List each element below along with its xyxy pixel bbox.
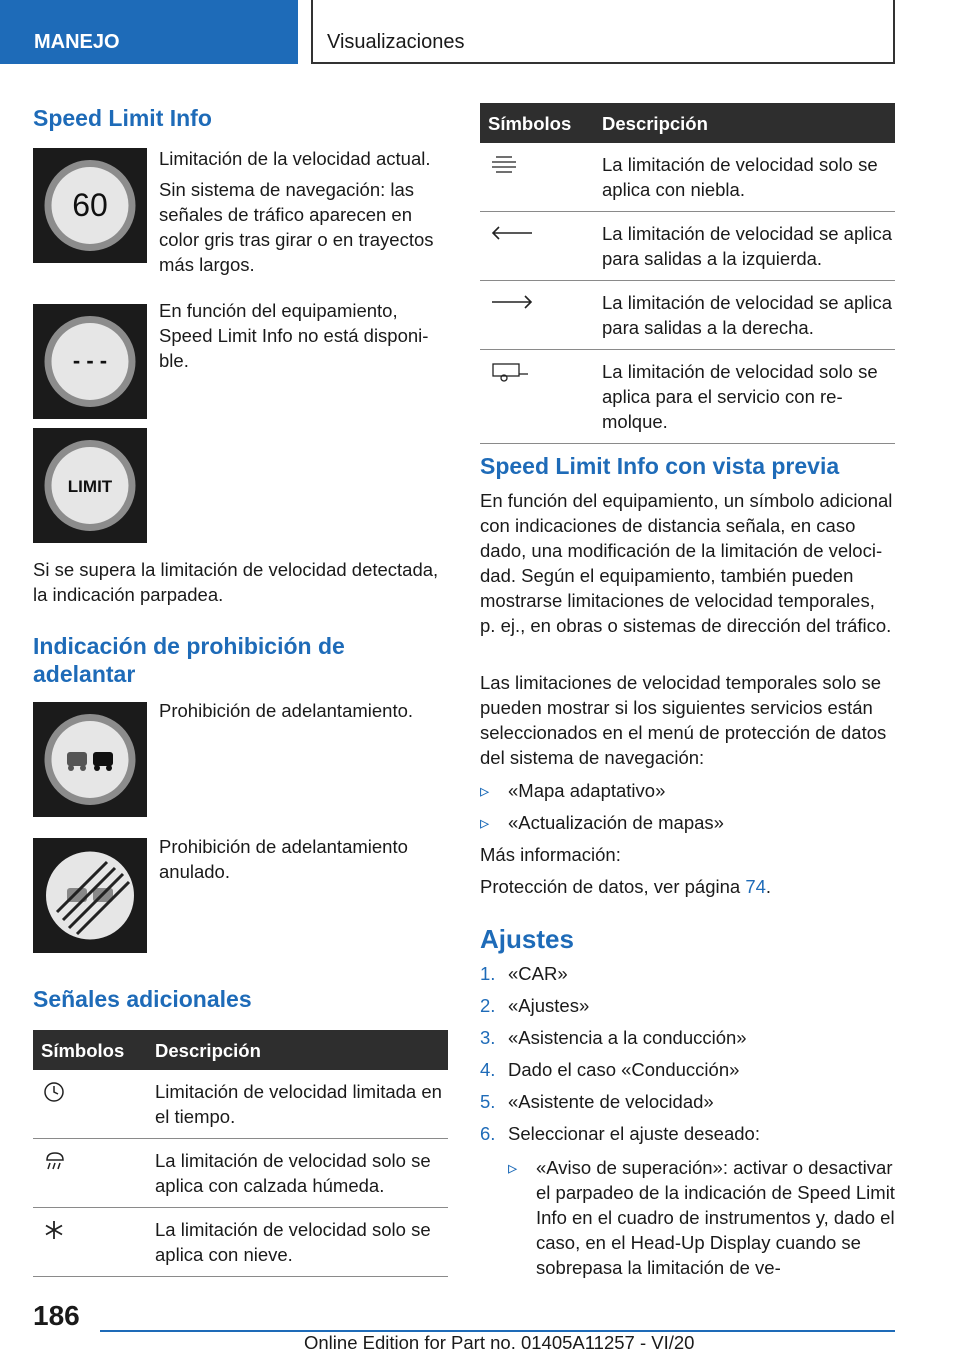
row-description: La limitación de velocidad solo se aplica con niebla. [594, 143, 895, 212]
fog-icon [490, 154, 518, 174]
header-section: MANEJO [0, 0, 298, 64]
list-item [480, 1057, 895, 1082]
speed-limit-unavailable-sign [33, 304, 147, 419]
speed-limit-text-2: Sin sistema de navegación: las señales de tráfico aparecen en color gris tras girar o en trayectos más largos. [159, 179, 434, 275]
additional-signs-title: Señales adicionales [33, 986, 252, 1012]
row-description: La limitación de velocidad se aplica para salidas a la derecha. [594, 281, 895, 350]
row-description: Limitación de velocidad limitada en el tiempo. [147, 1070, 448, 1139]
footer-edition: Online Edition for Part no. 01405A11257 - VI/20 [304, 1332, 695, 1353]
list-item [480, 778, 895, 803]
row-description: La limitación de velocidad solo se aplica con nieve. [147, 1208, 448, 1277]
col-symbols: Símbolos [33, 1030, 147, 1070]
speed-limit-text-3: En función del equipamiento, Speed Limit Info no está disponible. [159, 300, 429, 371]
period: . [765, 876, 772, 897]
no-overtaking-text-1: Prohibición de adelantamiento. [159, 700, 414, 721]
triangle-bullet-icon: ▹ [480, 780, 490, 801]
step-text: Dado el caso «Conducción» [508, 1059, 740, 1080]
step-text: «Asistencia a la conducción» [508, 1027, 747, 1048]
wet-road-icon [43, 1150, 67, 1172]
data-protection-ref [480, 874, 771, 899]
step-number: 5. [480, 1091, 496, 1112]
col-description: Descripción [594, 103, 895, 143]
table-row [33, 1208, 448, 1277]
triangle-bullet-icon: ▹ [508, 1157, 518, 1178]
page-link[interactable]: 74 [745, 876, 766, 897]
sign-dashes-value: - - - [72, 348, 108, 373]
sub-bullet-text: «Aviso de superación»: activar o desactivar el parpadeo de la indicación de Speed Limit Info en el cuadro de instrumentos y, dado el caso, en el Head-Up Display cuando se sobrepasa la limitación de ve- [536, 1157, 895, 1278]
no-overtaking-title: Indicación de prohibición de adelantar [33, 633, 345, 687]
speed-limit-info-title: Speed Limit Info [33, 105, 212, 131]
speed-limit-text-1: Limitación de la velocidad actual. [159, 148, 431, 169]
bullet-text: «Actualización de mapas» [508, 812, 724, 833]
row-description: La limitación de velocidad solo se aplica para el servicio con remolque. [594, 350, 895, 444]
table-row [33, 1070, 448, 1139]
additional-signs-table-left [33, 1030, 448, 1277]
no-overtaking-text-2: Prohibición de adelantamiento anulado. [159, 836, 408, 882]
data-protection-text: Protección de datos, ver página [480, 876, 746, 897]
list-item [508, 1155, 895, 1280]
arrow-left-icon [490, 223, 534, 243]
trailer-icon [490, 361, 530, 383]
row-description: La limitación de velocidad solo se aplica con calzada húmeda. [147, 1139, 448, 1208]
table-row [480, 143, 895, 212]
step-number: 4. [480, 1059, 496, 1080]
step-number: 3. [480, 1027, 496, 1048]
preview-title: Speed Limit Info con vista previa [480, 453, 840, 479]
step-number: 6. [480, 1123, 496, 1144]
list-item [480, 1089, 895, 1114]
step-text: «Asistente de velocidad» [508, 1091, 714, 1112]
step-text: «Ajustes» [508, 995, 590, 1016]
speed-limit-60-sign [33, 148, 147, 263]
clock-icon [43, 1081, 65, 1103]
settings-title: Ajustes [480, 924, 574, 954]
speed-limit-text-4: Si se supera la limitación de velocidad detectada, la indicación parpadea. [33, 559, 439, 605]
no-overtaking-sign [33, 702, 147, 817]
arrow-right-icon [490, 292, 534, 312]
page-number: 186 [33, 1300, 80, 1331]
sign-60-value: 60 [72, 187, 108, 223]
snowflake-icon [43, 1219, 65, 1241]
list-item [480, 993, 895, 1018]
list-item [480, 810, 895, 835]
more-info-label: Más información: [480, 844, 621, 865]
additional-signs-table-right [480, 103, 895, 444]
bullet-text: «Mapa adaptativo» [508, 780, 666, 801]
col-symbols: Símbolos [480, 103, 594, 143]
list-item [480, 1121, 895, 1146]
table-row [480, 212, 895, 281]
step-text: «CAR» [508, 963, 568, 984]
step-number: 2. [480, 995, 496, 1016]
sign-limit-value: LIMIT [67, 477, 113, 496]
row-description: La limitación de velocidad se aplica para salidas a la izquierda. [594, 212, 895, 281]
header-chapter: Visualizaciones [311, 0, 895, 64]
preview-text-1: En función del equipamiento, un símbolo adicional con indicaciones de distancia señala, en caso dado, una modificación de la limitación de velocidad. Según el equipamiento, también pueden mostrarse limitaciones de velocidad temporales, p. ej., en obras o sistemas de dirección del tráfico. [480, 490, 893, 636]
list-item [480, 961, 895, 986]
table-row [480, 281, 895, 350]
speed-limit-limit-sign [33, 428, 147, 543]
table-row [33, 1139, 448, 1208]
step-text: Seleccionar el ajuste deseado: [508, 1123, 760, 1144]
preview-text-2: Las limitaciones de velocidad temporales solo se pueden mostrar si los siguientes servicios están seleccionados en el menú de protección de datos del sistema de navegación: [480, 672, 887, 768]
table-row [480, 350, 895, 444]
no-overtaking-end-sign [33, 838, 147, 953]
triangle-bullet-icon: ▹ [480, 812, 490, 833]
col-description: Descripción [147, 1030, 448, 1070]
list-item [480, 1025, 895, 1050]
step-number: 1. [480, 963, 496, 984]
